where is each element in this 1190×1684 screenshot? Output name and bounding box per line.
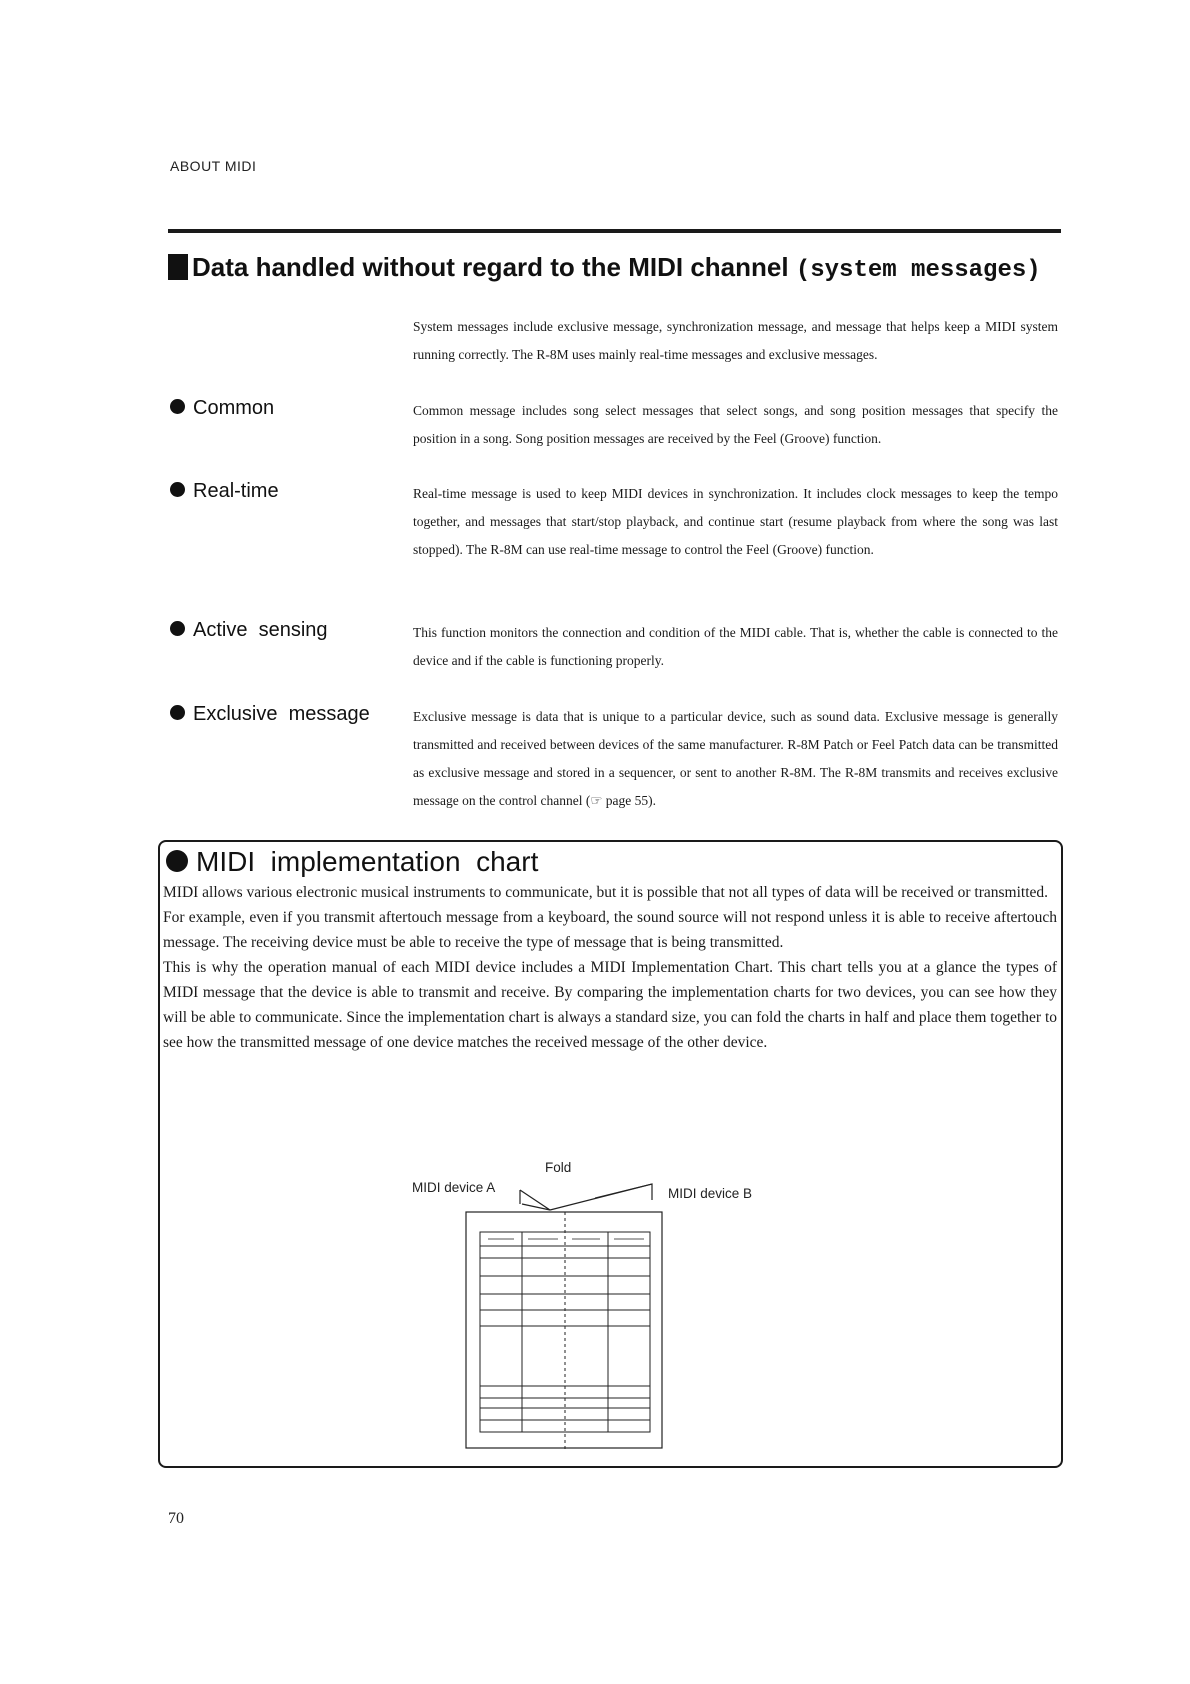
device-b-label: MIDI device B [668, 1186, 753, 1201]
box-paragraph: For example, even if you transmit aftertouch message from a keyboard, the sound source will not respond unless it is able to receive aftertouch message. The receiving device must be able to receive the type of message that is being transmitted. [163, 909, 1057, 951]
term-common: Common [170, 397, 274, 420]
bullet-icon [170, 399, 185, 414]
term-active-sensing: Active sensing [170, 619, 328, 642]
term-real-time: Real-time [170, 480, 279, 503]
section-rule [168, 229, 1061, 233]
running-head: ABOUT MIDI [170, 158, 257, 174]
device-a-label: MIDI device A [412, 1180, 496, 1195]
fold-diagram [400, 1160, 753, 1460]
box-paragraph: This is why the operation manual of each MIDI device includes a MIDI Implementation Chart. This chart tells you at a glance the types of MIDI message that the device is able to transmit and receive. By comparing the implementation charts for two devices, you can see how they will be able to communicate. Since the implementation chart is always a standard size, you can fold the charts in half and place them together to see how the transmitted message of one device matches the received message of the other device. [163, 959, 1057, 1051]
square-bullet-icon [168, 254, 188, 280]
desc-common: Common message includes song select messages that select songs, and song position messages that specify the position in a song. Song position messages are received by the Feel (Groove) function. [413, 403, 1058, 446]
section-title-paren: (system messages) [795, 257, 1041, 284]
fold-diagram-svg [400, 1160, 740, 1460]
bullet-icon [170, 482, 185, 497]
box-paragraph: MIDI allows various electronic musical instruments to communicate, but it is possible that not all types of data will be received or transmitted. [163, 884, 1049, 901]
bullet-icon [170, 705, 185, 720]
desc-exclusive-message: Exclusive message is data that is unique to a particular device, such as sound data. Exclusive message is generally transmitted and received between devices of the same manufacturer. R-8M Patch or Feel Patch data can be transmitted as exclusive message and stored in a sequencer, or sent to another R-8M. The R-8M transmits and receives exclusive message on the control channel (☞ page 55). [413, 709, 1058, 808]
section-intro: System messages include exclusive message, synchronization message, and message that helps keep a MIDI system running correctly. The R-8M uses mainly real-time messages and exclusive messages. [413, 319, 1058, 362]
bullet-icon [170, 621, 185, 636]
section-title-main: Data handled without regard to the MIDI channel [192, 252, 789, 282]
section-title [168, 252, 1068, 284]
desc-real-time: Real-time message is used to keep MIDI devices in synchronization. It includes clock messages to keep the tempo together, and messages that start/stop playback, and continue start (resume playback from where the song was last stopped). The R-8M can use real-time message to control the Feel (Groove) function. [413, 486, 1058, 557]
box-title: MIDI implementation chart [166, 846, 538, 878]
page-number: 70 [168, 1510, 184, 1527]
desc-active-sensing: This function monitors the connection and condition of the MIDI cable. That is, whether the cable is connected to the device and if the cable is functioning properly. [413, 625, 1058, 668]
term-exclusive-message: Exclusive message [170, 703, 370, 726]
chart-sheet [466, 1212, 662, 1448]
box-text [163, 880, 1057, 1055]
sheet-a-edge [520, 1190, 550, 1210]
fold-label: Fold [545, 1160, 572, 1175]
bullet-icon [166, 850, 188, 872]
